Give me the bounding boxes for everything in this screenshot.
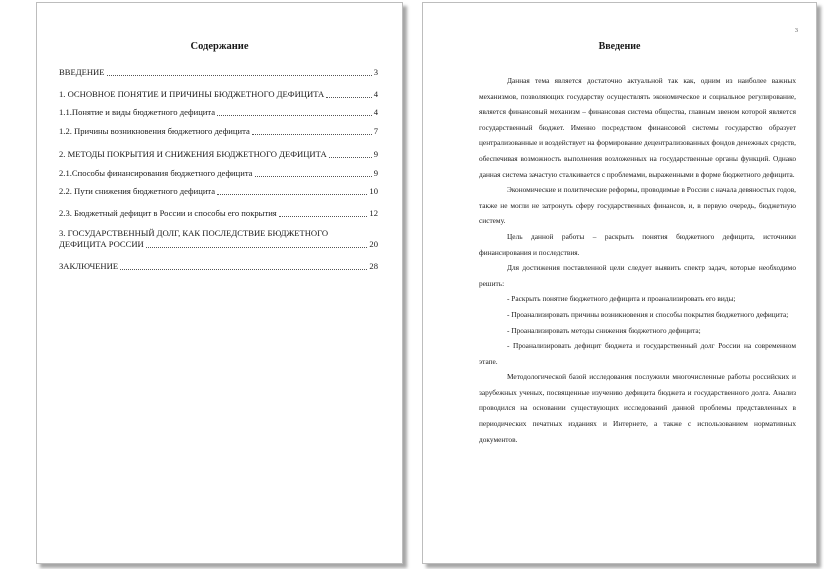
toc-entry-page: 7	[373, 126, 378, 136]
toc-entry[interactable]	[59, 228, 378, 250]
toc-entry[interactable]	[59, 126, 378, 137]
toc-leader	[217, 194, 367, 195]
toc-entry[interactable]	[59, 208, 378, 219]
toc-entry[interactable]	[59, 261, 378, 272]
toc-leader	[279, 216, 368, 217]
toc-page	[36, 2, 403, 564]
toc-entry-page: 9	[373, 149, 378, 159]
task-item: - Проанализировать методы снижения бюджетного дефицита;	[507, 325, 701, 335]
toc-entry[interactable]	[59, 168, 378, 179]
toc-entry-page: 20	[369, 239, 378, 249]
toc-leader	[120, 269, 367, 270]
toc-leader	[217, 115, 372, 116]
toc-entry[interactable]	[59, 89, 378, 100]
toc-entry-text: 1. ОСНОВНОЕ ПОНЯТИЕ И ПРИЧИНЫ БЮДЖЕТНОГО ДЕФИЦИТА	[59, 89, 325, 99]
paragraph: Для достижения поставленной цели следует выявить спектр задач, которые необходимо решить:	[479, 263, 796, 288]
toc-entry-text: 1.2. Причины возникновения бюджетного дефицита	[59, 126, 250, 136]
toc-entry-page: 4	[373, 107, 378, 117]
paragraph: Экономические и политические реформы, проводимые в России с начала девяностых годов, также не могли не затронуть сферу государственных финансов, и, в первую очередь, бюджетную систему.	[479, 185, 796, 226]
toc-title: Содержание	[190, 41, 249, 52]
toc-entry-text-line1: 3. ГОСУДАРСТВЕННЫЙ ДОЛГ, КАК ПОСЛЕДСТВИЕ БЮДЖЕТНОГО	[59, 228, 329, 238]
page-number: 3	[794, 27, 798, 34]
task-item: - Раскрыть понятие бюджетного дефицита и проанализировать его виды;	[507, 294, 736, 304]
toc-entry[interactable]	[59, 149, 378, 160]
toc-entry-page: 12	[369, 208, 378, 218]
toc-entry-text: 2.1.Способы финансирования бюджетного дефицита	[59, 168, 253, 178]
task-item: - Проанализировать дефицит бюджета и государственный долг России на современном этапе.	[479, 341, 796, 366]
toc-entry[interactable]	[59, 186, 378, 197]
toc-entry-page: 28	[369, 261, 378, 271]
toc-entry-page: 10	[369, 186, 378, 196]
toc-entry-text: ВВЕДЕНИЕ	[59, 67, 105, 77]
toc-entry[interactable]	[59, 107, 378, 118]
toc-entry-text: 2. МЕТОДЫ ПОКРЫТИЯ И СНИЖЕНИЯ БЮДЖЕТНОГО ДЕФИЦИТА	[59, 149, 327, 159]
toc-leader	[329, 157, 372, 158]
paragraph: Цель данной работы – раскрыть понятия бюджетного дефицита, источники финансирования и последствия.	[479, 231, 796, 257]
toc-entry-text: ДЕФИЦИТА РОССИИ	[59, 239, 144, 249]
paragraph: Данная тема является достаточно актуальной так как, одним из наиболее важных механизмов, позволяющих государству осуществлять экономическое и социальное регулирование, является финансовый механизм – финансовая система общества, главным звеном которой является государственный бюджет. Именно посредством финансовой системы государство образует централизованные и воздействует на формирование децентрализованных фондов денежных средств, обеспечивая возможность выполнения возложенных на государственные органы функций. Однако данная система зачастую сталкивается с проблемами, выраженными в форме бюджетного дефицита.	[479, 76, 796, 179]
toc-entry-text: ЗАКЛЮЧЕНИЕ	[59, 261, 119, 271]
toc-leader	[252, 134, 372, 135]
toc-entry-page: 3	[373, 67, 378, 77]
introduction-page	[422, 2, 817, 564]
toc-leader	[146, 247, 368, 248]
paragraph: Методологической базой исследования послужили многочисленные работы российских и зарубежных ученых, посвященные изучению дефицита бюджета и государственного долга. Анализ проводился на основании существующих исследований данной проблемы представленных в периодических печатных изданиях и Интернете, а также с использованием нормативных документов.	[479, 372, 796, 444]
toc-entry-text: 2.2. Пути снижения бюджетного дефицита	[59, 186, 216, 196]
toc-leader	[255, 176, 372, 177]
toc-leader	[326, 97, 371, 98]
toc-entry-text: 1.1.Понятие и виды бюджетного дефицита	[59, 107, 216, 117]
toc-entry-page: 4	[373, 89, 378, 99]
toc-entry-page: 9	[373, 168, 378, 178]
introduction-title: Введение	[598, 41, 641, 52]
task-item: - Проанализировать причины возникновения и способы покрытия бюджетного дефицита;	[507, 309, 789, 319]
toc-leader	[107, 75, 372, 76]
introduction-body	[479, 73, 796, 447]
toc-entry[interactable]	[59, 67, 378, 78]
toc-entry-text: 2.3. Бюджетный дефицит в России и способы его покрытия	[59, 208, 277, 218]
